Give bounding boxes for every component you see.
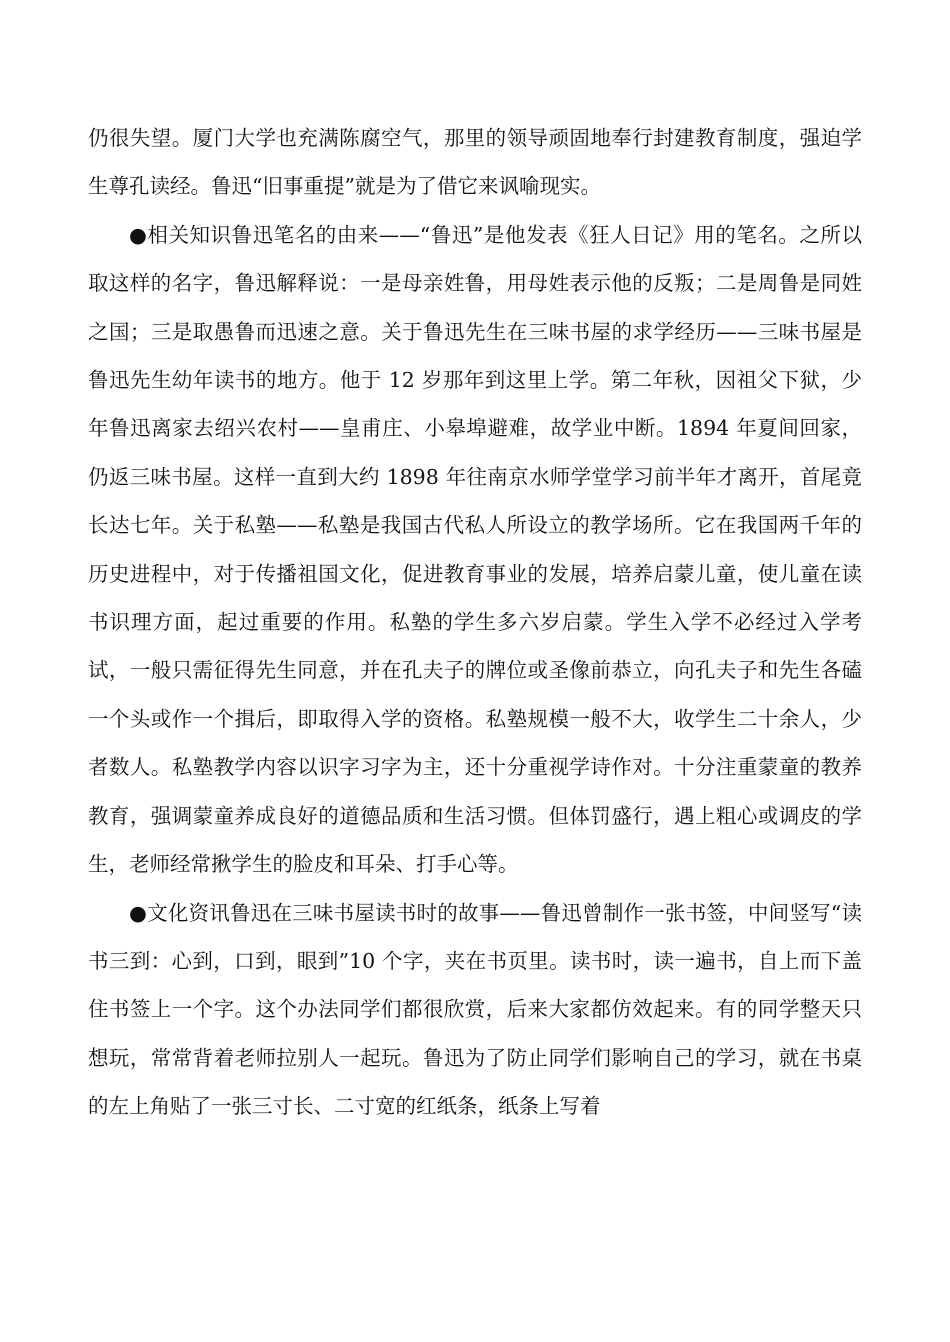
paragraph-3: ●文化资讯鲁迅在三味书屋读书时的故事——鲁迅曾制作一张书签，中间竖写“读书三到：心到，口到，眼到”10 个字，夹在书页里。读书时，读一遍书，自上而下盖住书签上一个字。这个办法同学们都很欣赏，后来大家都仿效起来。有的同学整天只想玩，常常背着老师拉别人一起玩。鲁迅为了防止同学们影响自己的学习，就在书桌的左上角贴了一张三寸长、二寸宽的红纸条，纸条上写着 (88, 900, 862, 1119)
paragraph-1: 仍很失望。厦门大学也充满陈腐空气，那里的领导顽固地奉行封建教育制度，强迫学生尊孔读经。鲁迅“旧事重提”就是为了借它来讽喻现实。 (88, 126, 862, 199)
document-body (88, 114, 862, 1131)
paragraph-2: ●相关知识鲁迅笔名的由来——“鲁迅”是他发表《狂人日记》用的笔名。之所以取这样的名字，鲁迅解释说：一是母亲姓鲁，用母姓表示他的反叛；二是周鲁是同姓之国；三是取愚鲁而迅速之意。关于鲁迅先生在三味书屋的求学经历——三味书屋是鲁迅先生幼年读书的地方。他于 12 岁那年到这里上学。第二年秋，因祖父下狱，少年鲁迅离家去绍兴农村——皇甫庄、小皋埠避难，故学业中断。1894 年夏间回家，仍返三味书屋。这样一直到大约 1898 年往南京水师学堂学习前半年才离开，首尾竟长达七年。关于私塾——私塾是我国古代私人所设立的教学场所。它在我国两千年的历史进程中，对于传播祖国文化，促进教育事业的发展，培养启蒙儿童，使儿童在读书识理方面，起过重要的作用。私塾的学生多六岁启蒙。学生入学不必经过入学考试，一般只需征得先生同意，并在孔夫子的牌位或圣像前恭立，向孔夫子和先生各磕一个头或作一个揖后，即取得入学的资格。私塾规模一般不大，收学生二十余人，少者数人。私塾教学内容以识字习字为主，还十分重视学诗作对。十分注重蒙童的教养教育，强调蒙童养成良好的道德品质和生活习惯。但体罚盛行，遇上粗心或调皮的学生，老师经常揪学生的脸皮和耳朵、打手心等。 (88, 222, 862, 877)
